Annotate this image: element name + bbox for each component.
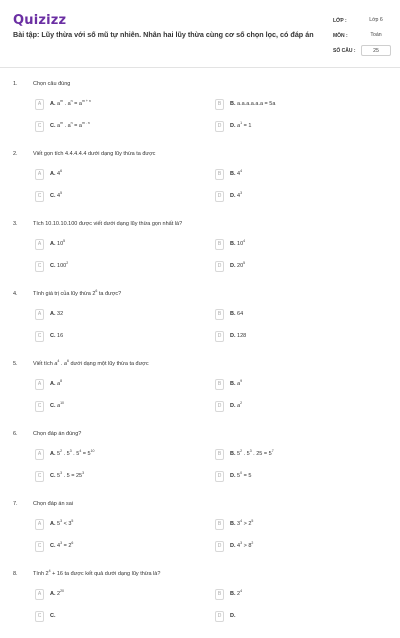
answer-option-c[interactable] xyxy=(33,611,193,623)
answer-text xyxy=(230,333,246,339)
answer-letter-box: B xyxy=(215,239,224,250)
answer-text xyxy=(50,591,64,597)
answer-option-c[interactable] xyxy=(33,541,193,553)
meta-row-class xyxy=(333,16,393,31)
answer-prefix: A. xyxy=(50,241,58,247)
answer-content: $100^2$ xyxy=(57,261,69,269)
answer-content: $10^4$ xyxy=(237,239,246,247)
answer-prefix: A. xyxy=(50,101,58,107)
answer-text xyxy=(230,473,251,479)
answer-letter-box: A xyxy=(35,239,44,250)
answer-letter-box: C xyxy=(35,261,44,272)
answer-text xyxy=(230,591,242,597)
question-item xyxy=(0,218,400,288)
answer-content: $2^{20}$ xyxy=(57,589,64,597)
question-number: 1. xyxy=(13,81,18,87)
answer-letter-box: C xyxy=(35,611,44,622)
answer-option-d[interactable] xyxy=(213,541,373,553)
meta-value: Toán xyxy=(370,32,382,38)
answer-letter-box: D xyxy=(215,611,224,622)
answer-letter-box: D xyxy=(215,121,224,132)
answer-letter-box: C xyxy=(35,401,44,412)
answer-text xyxy=(50,403,64,409)
question-text: Viết tích $a^4$ . $a^6$ dưới dạng một lũy thừa ta được xyxy=(33,359,149,367)
answer-content: $a^m$ . $a^n = a^{m + n}$ xyxy=(57,99,91,107)
answer-letter-box: C xyxy=(35,191,44,202)
answer-letter-box: C xyxy=(35,471,44,482)
answer-text xyxy=(50,451,95,457)
answer-content: 64 xyxy=(237,311,244,317)
answer-content: 128 xyxy=(237,333,247,339)
answer-content: $5^2$ . $5^3$ . $25 = 5^7$ xyxy=(237,449,274,457)
answer-letter-box: A xyxy=(35,519,44,530)
question-item xyxy=(0,358,400,428)
answer-option-c[interactable] xyxy=(33,121,193,133)
answer-content: $4^4$ xyxy=(237,169,243,177)
answer-option-a[interactable] xyxy=(33,589,193,601)
answer-prefix: C. xyxy=(50,613,56,619)
question-number: 2. xyxy=(13,151,18,157)
question-item xyxy=(0,428,400,498)
answer-content: $4^3$ xyxy=(237,191,243,199)
answer-text xyxy=(50,381,62,387)
answer-content: 32 xyxy=(57,311,64,317)
answer-text xyxy=(230,403,242,409)
meta-label: SỐ CÂU : xyxy=(333,48,356,54)
answer-letter-box: B xyxy=(215,99,224,110)
answer-option-d[interactable] xyxy=(213,471,373,483)
answer-letter-box: D xyxy=(215,331,224,342)
answer-prefix: D. xyxy=(230,403,238,409)
answer-text xyxy=(50,263,68,269)
answer-option-c[interactable] xyxy=(33,261,193,273)
question-number: 3. xyxy=(13,221,18,227)
answer-text xyxy=(230,241,245,247)
question-text: Chọn câu đúng xyxy=(33,81,71,87)
question-text: Tích 10.10.10.100 được viết dưới dạng lũy thừa gọn nhất là? xyxy=(33,221,183,227)
answer-option-d[interactable] xyxy=(213,191,373,203)
answer-prefix: A. xyxy=(50,521,58,527)
answer-prefix: C. xyxy=(50,193,58,199)
answer-text xyxy=(50,521,73,527)
question-text: Viết gọn tích 4.4.4.4.4 dưới dạng lũy thừa ta được xyxy=(33,151,156,157)
answer-prefix: C. xyxy=(50,263,58,269)
answer-content: $a^m$ . $a^n = a^{m . n}$ xyxy=(57,121,90,129)
answer-text xyxy=(230,263,245,269)
answer-prefix: A. xyxy=(50,311,58,317)
answer-prefix: B. xyxy=(230,521,238,527)
question-number: 5. xyxy=(13,361,18,367)
answer-text xyxy=(50,543,73,549)
question-number: 8. xyxy=(13,571,18,577)
answer-prefix: B. xyxy=(230,591,238,597)
question-number: 6. xyxy=(13,431,18,437)
answer-option-b[interactable] xyxy=(213,99,373,111)
question-number: 7. xyxy=(13,501,18,507)
answer-letter-box: B xyxy=(215,589,224,600)
answer-prefix: B. xyxy=(230,171,238,177)
answer-option-c[interactable] xyxy=(33,191,193,203)
quizizz-logo: Quizizz xyxy=(13,13,67,28)
meta-label: MÔN : xyxy=(333,33,348,39)
meta-value-box: 25 xyxy=(361,45,391,56)
answer-option-d[interactable] xyxy=(213,611,373,623)
answer-prefix: C. xyxy=(50,473,58,479)
answer-prefix: D. xyxy=(230,193,238,199)
answer-text xyxy=(50,613,56,619)
answer-letter-box: D xyxy=(215,191,224,202)
question-number: 4. xyxy=(13,291,18,297)
meta-label: LỚP : xyxy=(333,18,347,24)
answer-prefix: A. xyxy=(50,171,58,177)
question-text: Tính giá trị của lũy thừa $2^6$ ta được? xyxy=(33,289,122,297)
answer-content: $20^5$ xyxy=(237,261,246,269)
meta-row-subject xyxy=(333,31,393,46)
answer-letter-box: A xyxy=(35,309,44,320)
answer-option-a[interactable] xyxy=(33,99,193,111)
answer-text xyxy=(230,381,242,387)
answer-text xyxy=(230,311,243,317)
answer-content: $10^5$ xyxy=(57,239,66,247)
answer-prefix: A. xyxy=(50,381,58,387)
answer-option-c[interactable] xyxy=(33,401,193,413)
answer-prefix: B. xyxy=(230,101,238,107)
answer-option-a[interactable] xyxy=(33,239,193,251)
answer-content: a.a.a.a.a.a = 5a xyxy=(237,101,276,107)
answer-letter-box: D xyxy=(215,541,224,552)
answer-letter-box: A xyxy=(35,449,44,460)
answer-prefix: A. xyxy=(50,451,58,457)
answer-content: $5^3$ . $5 = 25^3$ xyxy=(57,471,85,479)
answer-prefix: D. xyxy=(230,123,238,129)
answer-prefix: B. xyxy=(230,311,238,317)
worksheet-header xyxy=(0,0,400,70)
answer-option-b[interactable] xyxy=(213,169,373,181)
answer-option-a[interactable] xyxy=(33,519,193,531)
answer-letter-box: A xyxy=(35,99,44,110)
answer-letter-box: B xyxy=(215,379,224,390)
answer-letter-box: D xyxy=(215,261,224,272)
question-item xyxy=(0,568,400,638)
answer-text xyxy=(50,123,90,129)
meta-row-question-count xyxy=(333,46,393,61)
answer-content: $4^3 = 2^6$ xyxy=(57,541,74,549)
answer-prefix: D. xyxy=(230,263,238,269)
answer-text xyxy=(230,521,253,527)
answer-option-d[interactable] xyxy=(213,121,373,133)
answer-option-c[interactable] xyxy=(33,471,193,483)
answer-option-b[interactable] xyxy=(213,379,373,391)
meta-value: Lớp 6 xyxy=(369,17,383,23)
answer-content: $3^4 > 2^5$ xyxy=(237,519,254,527)
answer-text xyxy=(230,543,253,549)
question-item xyxy=(0,148,400,218)
answer-option-b[interactable] xyxy=(213,239,373,251)
answer-content: $a^1 = 1$ xyxy=(237,121,252,129)
answer-letter-box: A xyxy=(35,589,44,600)
answer-prefix: A. xyxy=(50,591,58,597)
answer-prefix: D. xyxy=(230,543,238,549)
answer-prefix: C. xyxy=(50,123,58,129)
answer-content: 16 xyxy=(57,333,64,339)
answer-option-d[interactable] xyxy=(213,331,373,343)
answer-option-b[interactable] xyxy=(213,519,373,531)
question-item xyxy=(0,78,400,148)
answer-letter-box: B xyxy=(215,169,224,180)
answer-option-a[interactable] xyxy=(33,449,193,461)
answer-option-a[interactable] xyxy=(33,379,193,391)
answer-option-b[interactable] xyxy=(213,449,373,461)
answer-option-b[interactable] xyxy=(213,589,373,601)
answer-content: $a^9$ xyxy=(237,379,243,387)
question-text: Chọn đáp án đúng? xyxy=(33,431,82,437)
answer-content: $4^5$ xyxy=(57,191,63,199)
answer-content: $a^{10}$ xyxy=(57,401,64,409)
answer-prefix: D. xyxy=(230,333,238,339)
header-divider xyxy=(0,67,400,68)
answer-text xyxy=(230,613,236,619)
answer-text xyxy=(230,101,275,107)
answer-letter-box: D xyxy=(215,401,224,412)
answer-letter-box: D xyxy=(215,471,224,482)
answer-letter-box: A xyxy=(35,379,44,390)
answer-prefix: D. xyxy=(230,473,238,479)
answer-option-d[interactable] xyxy=(213,261,373,273)
answer-letter-box: C xyxy=(35,121,44,132)
answer-prefix: C. xyxy=(50,333,58,339)
question-text: Chọn đáp án sai xyxy=(33,501,74,507)
answer-content: $4^6$ xyxy=(57,169,63,177)
answer-content: $5^0 = 5$ xyxy=(237,471,252,479)
answer-letter-box: C xyxy=(35,541,44,552)
answer-content: $5^2$ . $5^3$ . $5^4 = 5^{10}$ xyxy=(57,449,95,457)
answer-prefix: C. xyxy=(50,543,58,549)
answer-text xyxy=(230,193,242,199)
answer-text xyxy=(50,241,65,247)
answer-option-c[interactable] xyxy=(33,331,193,343)
answer-letter-box: B xyxy=(215,519,224,530)
question-item xyxy=(0,288,400,358)
answer-text xyxy=(50,311,63,317)
answer-text xyxy=(50,193,62,199)
answer-text xyxy=(230,171,242,177)
answer-text xyxy=(230,451,274,457)
question-item xyxy=(0,498,400,568)
answer-prefix: B. xyxy=(230,381,238,387)
worksheet-meta xyxy=(333,16,393,61)
answer-letter-box: B xyxy=(215,309,224,320)
answer-content: $5^3 < 3^5$ xyxy=(57,519,74,527)
question-text: Tính $2^4 + 16$ ta được kết quả dưới dạng lũy thừa là? xyxy=(33,569,161,577)
answer-option-b[interactable] xyxy=(213,309,373,321)
question-list xyxy=(0,78,400,638)
answer-text xyxy=(50,473,84,479)
answer-prefix: B. xyxy=(230,241,238,247)
answer-prefix: D. xyxy=(230,613,236,619)
answer-option-d[interactable] xyxy=(213,401,373,413)
answer-text xyxy=(230,123,251,129)
answer-text xyxy=(50,101,91,107)
answer-text xyxy=(50,333,63,339)
answer-option-a[interactable] xyxy=(33,309,193,321)
answer-content: $2^4$ xyxy=(237,589,243,597)
answer-prefix: C. xyxy=(50,403,58,409)
answer-prefix: B. xyxy=(230,451,238,457)
answer-letter-box: A xyxy=(35,169,44,180)
answer-content: $a^8$ xyxy=(57,379,63,387)
answer-option-a[interactable] xyxy=(33,169,193,181)
answer-letter-box: C xyxy=(35,331,44,342)
answer-letter-box: B xyxy=(215,449,224,460)
answer-text xyxy=(50,171,62,177)
worksheet-title: Bài tập: Lũy thừa với số mũ tự nhiên. Nhân hai lũy thừa cùng cơ số chọn lọc, có đáp án xyxy=(13,30,314,39)
answer-content: $4^3 > 8^2$ xyxy=(237,541,254,549)
answer-content: $a^2$ xyxy=(237,401,243,409)
